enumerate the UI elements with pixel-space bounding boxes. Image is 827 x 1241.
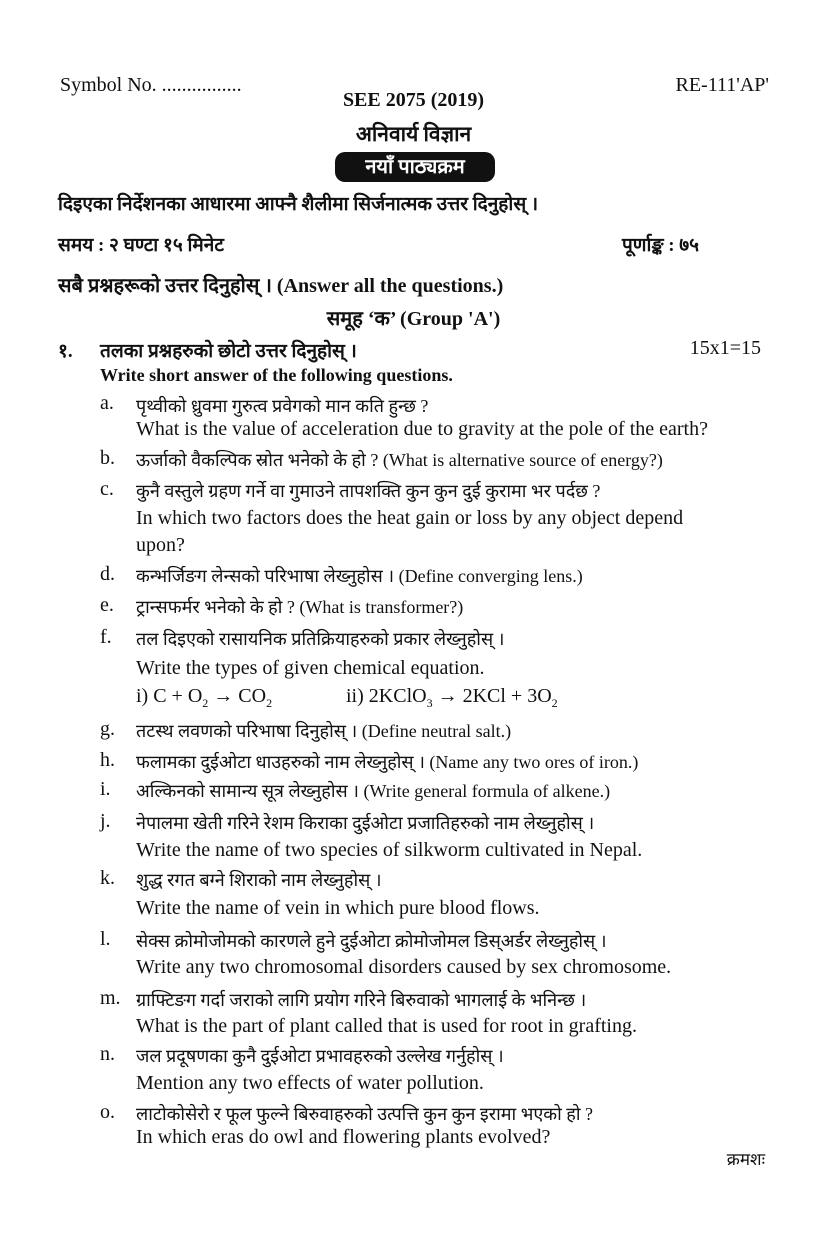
question-marks: 15x1=15 (689, 337, 761, 359)
equation-1 (136, 685, 272, 711)
item-label: o. (100, 1101, 115, 1123)
arrow-icon: → (437, 685, 458, 707)
question-title: तलका प्रश्नहरुको छोटो उत्तर दिनुहोस् । (100, 341, 357, 362)
time-allowed: समय : २ घण्टा १५ मिनेट (58, 235, 224, 256)
item-label: e. (100, 594, 114, 616)
equation-2-lhs-subscript: 3 (426, 696, 433, 710)
equation-2-label: ii) (346, 685, 364, 707)
item-label: f. (100, 626, 112, 648)
answer-all-note: सबै प्रश्नहरूको उत्तर दिनुहोस् । (Answer all the questions.) (58, 275, 504, 297)
item-label: d. (100, 563, 115, 585)
item-text: Write the name of two species of silkworm cultivated in Nepal. (136, 839, 643, 861)
item-text: In which two factors does the heat gain or loss by any object depend (136, 507, 684, 529)
item-text: फलामका दुईओटा धाउहरुको नाम लेख्नुहोस् । (Name any two ores of iron.) (136, 752, 639, 772)
item-text: ट्रान्सफर्मर भनेको के हो ? (What is transformer?) (136, 597, 464, 617)
question-number: १. (58, 341, 73, 362)
item-label: k. (100, 867, 115, 889)
item-label: i. (100, 778, 111, 800)
item-text: Mention any two effects of water pollution. (136, 1072, 484, 1094)
curriculum-badge: नयाँ पाठ्यक्रम (335, 152, 495, 182)
item-text: upon? (136, 534, 185, 556)
item-text: सेक्स क्रोमोजोमको कारणले हुने दुईओटा क्रोमोजोमल डिस्अर्डर लेख्नुहोस् । (136, 931, 607, 951)
continued-note: क्रमशः (726, 1150, 765, 1169)
arrow-icon: → (213, 685, 234, 707)
item-label: g. (100, 718, 115, 740)
equation-2-rhs-subscript: 2 (551, 696, 558, 710)
item-text: तल दिइएको रासायनिक प्रतिक्रियाहरुको प्रकार लेख्नुहोस् । (136, 629, 505, 649)
question-subtitle: Write short answer of the following questions. (100, 365, 453, 385)
equation-1-rhs: CO (238, 685, 267, 707)
item-text: लाटोकोसेरो र फूल फुल्ने बिरुवाहरुको उत्पत्ति कुन कुन इरामा भएको हो ? (136, 1104, 593, 1124)
full-marks: पूर्णाङ्क : ७५ (622, 235, 700, 256)
instruction: दिइएका निर्देशनका आधारमा आफ्नै शैलीमा सिर्जनात्मक उत्तर दिनुहोस् । (58, 194, 539, 215)
item-text: कुनै वस्तुले ग्रहण गर्ने वा गुमाउने तापशक्ति कुन कुन दुई कुरामा भर पर्दछ ? (136, 481, 601, 501)
item-label: n. (100, 1043, 115, 1065)
item-text: तटस्थ लवणको परिभाषा दिनुहोस् । (Define neutral salt.) (136, 721, 512, 741)
equation-1-label: i) (136, 685, 149, 707)
item-text: शुद्ध रगत बग्ने शिराको नाम लेख्नुहोस् । (136, 870, 382, 890)
equation-1-lhs-subscript: 2 (202, 696, 209, 710)
item-label: a. (100, 392, 114, 414)
item-text: पृथ्वीको ध्रुवमा गुरुत्व प्रवेगको मान कति हुन्छ ? (136, 396, 429, 416)
item-label: m. (100, 987, 121, 1009)
item-text: जल प्रदूषणका कुनै दुईओटा प्रभावहरुको उल्लेख गर्नुहोस् । (136, 1046, 504, 1066)
item-text: What is the part of plant called that is used for root in grafting. (136, 1015, 637, 1037)
exam-title: SEE 2075 (2019) (342, 89, 485, 111)
item-text: In which eras do owl and flowering plants evolved? (136, 1126, 551, 1148)
equation-1-lhs: C + O (153, 685, 203, 707)
item-text: Write any two chromosomal disorders caused by sex chromosome. (136, 956, 672, 978)
item-text: ऊर्जाको वैकल्पिक स्रोत भनेको के हो ? (What is alternative source of energy?) (136, 450, 663, 470)
item-text: नेपालमा खेती गरिने रेशम किराका दुईओटा प्रजातिहरुको नाम लेख्नुहोस् । (136, 813, 595, 833)
equation-1-rhs-subscript: 2 (266, 696, 273, 710)
equation-2-lhs: 2KClO (368, 685, 427, 707)
item-label: h. (100, 749, 115, 771)
item-text: Write the name of vein in which pure blood flows. (136, 897, 540, 919)
item-text: Write the types of given chemical equation. (136, 657, 485, 679)
symbol-number: Symbol No. ................ (60, 74, 242, 96)
equation-2-rhs: 2KCl + 3O (462, 685, 552, 707)
paper-code: RE-111'AP' (675, 74, 769, 96)
item-label: c. (100, 478, 114, 500)
item-label: j. (100, 810, 111, 832)
equation-2 (346, 685, 558, 711)
item-text: What is the value of acceleration due to gravity at the pole of the earth? (136, 418, 708, 440)
subject-title: अनिवार्य विज्ञान (355, 122, 472, 146)
item-label: b. (100, 447, 115, 469)
group-heading: समूह ‘क’ (Group 'A') (326, 308, 501, 330)
item-text: अल्किनको सामान्य सूत्र लेख्नुहोस । (Write general formula of alkene.) (136, 781, 611, 801)
item-text: कन्भर्जिङग लेन्सको परिभाषा लेख्नुहोस । (Define converging lens.) (136, 566, 583, 586)
item-text: ग्राफ्टिङग गर्दा जराको लागि प्रयोग गरिने बिरुवाको भागलाई के भनिन्छ । (136, 990, 587, 1010)
item-label: l. (100, 928, 111, 950)
